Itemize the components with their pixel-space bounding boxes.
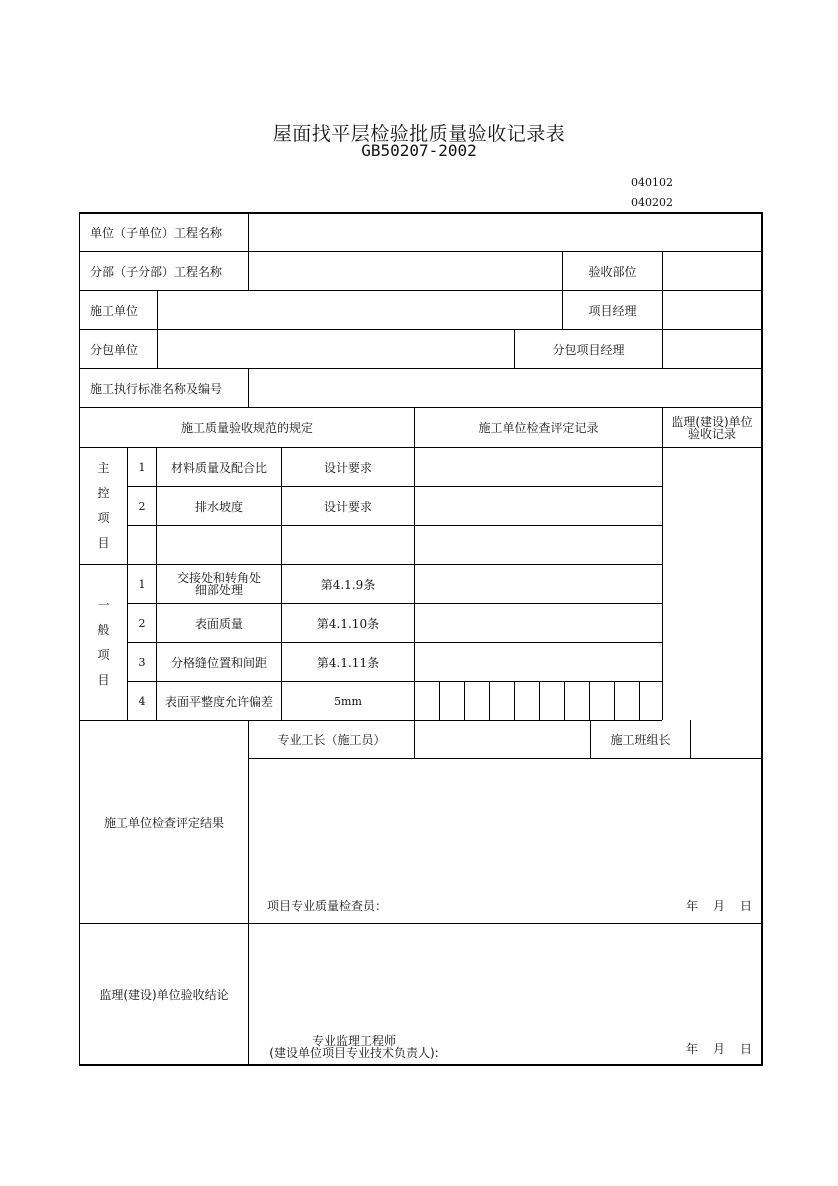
team-leader-label: 施工班组长: [610, 733, 671, 747]
supervision-header-line1: 监理(建设)单位: [671, 414, 753, 429]
item-name: 表面质量: [194, 616, 243, 631]
engineer-signature-label: [249, 1034, 459, 1060]
standard-code: GB50207-2002: [361, 141, 477, 160]
grid-line: [614, 681, 615, 720]
item-name: 排水坡度: [194, 499, 243, 514]
form-code-2: 040202: [631, 196, 673, 209]
form-title: 屋面找平层检验批质量验收记录表: [272, 123, 566, 145]
acceptance-part-label: 验收部位: [588, 264, 637, 279]
conclusion-date-month: 月: [713, 1041, 726, 1056]
group-char: 项: [97, 511, 110, 525]
general-group-label: [80, 565, 127, 720]
grid-line: [248, 720, 249, 1065]
grid-line: [489, 681, 490, 720]
main-control-group-label: [80, 448, 127, 564]
item-number: 1: [138, 577, 146, 591]
sub-project-label: 分部（子分部）工程名称: [90, 264, 223, 279]
group-char: 控: [97, 486, 110, 500]
item-name-line1: 交接处和转角处: [176, 571, 261, 585]
item-requirement: 第4.1.11条: [316, 655, 380, 670]
item-name: [157, 565, 281, 603]
item-record-field[interactable]: [415, 604, 662, 642]
engineer-line1: 专业监理工程师: [311, 1034, 396, 1048]
grid-line: [439, 681, 440, 720]
foreman-label: 专业工长（施工员）: [277, 733, 386, 747]
item-record-field[interactable]: [415, 487, 662, 525]
grid-line: [564, 681, 565, 720]
unit-project-field[interactable]: [249, 213, 761, 251]
project-manager-field[interactable]: [663, 291, 761, 329]
group-char: 一: [97, 597, 110, 612]
subcontract-unit-label: 分包单位: [90, 342, 139, 357]
item-number: 2: [138, 616, 146, 630]
grid-line: [639, 681, 640, 720]
item-number: 1: [138, 460, 146, 474]
item-record-field[interactable]: [415, 643, 662, 681]
subcontract-manager-label: 分包项目经理: [552, 342, 625, 357]
unit-project-label: 单位（子单位）工程名称: [90, 225, 223, 240]
item-record-field[interactable]: [415, 565, 662, 603]
foreman-field[interactable]: [415, 721, 590, 758]
item-name: 表面平整度允许偏差: [164, 694, 273, 709]
construction-unit-field[interactable]: [158, 291, 562, 329]
group-char: 主: [97, 461, 110, 475]
item-requirement: 第4.1.10条: [316, 616, 380, 631]
item-record-field[interactable]: [415, 448, 662, 486]
subcontract-manager-field[interactable]: [663, 330, 761, 368]
group-char: 项: [97, 647, 110, 662]
supervision-header: [663, 408, 761, 447]
item-number: 4: [138, 694, 146, 708]
item-requirement: 设计要求: [323, 499, 372, 514]
spec-header: 施工质量验收规范的规定: [180, 421, 313, 435]
standard-label: 施工执行标准名称及编号: [90, 381, 223, 396]
grid-line: [514, 681, 515, 720]
project-manager-label: 项目经理: [588, 303, 637, 318]
result-date-day: 日: [740, 898, 753, 913]
item-requirement: 设计要求: [323, 460, 372, 475]
acceptance-part-field[interactable]: [663, 252, 761, 290]
construction-unit-label: 施工单位: [90, 303, 139, 318]
engineer-line2: (建设单位项目专业技术负责人):: [269, 1046, 439, 1060]
table-border-bottom: [79, 1064, 763, 1066]
grid-line: [248, 758, 762, 759]
result-section-label: 施工单位检查评定结果: [103, 815, 224, 830]
standard-field[interactable]: [249, 369, 761, 407]
item-name-line2: 细部处理: [194, 583, 243, 597]
item-number: 2: [138, 499, 146, 513]
form-code-1: 040102: [631, 176, 673, 189]
item-record-field[interactable]: [415, 526, 662, 564]
subcontract-unit-field[interactable]: [158, 330, 514, 368]
group-char: 目: [97, 536, 110, 550]
table-border-right: [761, 212, 763, 1066]
item-name: 分格缝位置和间距: [170, 655, 267, 670]
conclusion-date-day: 日: [740, 1041, 753, 1056]
grid-line: [539, 681, 540, 720]
team-leader-field[interactable]: [691, 721, 761, 758]
result-date-year: 年: [686, 898, 699, 913]
inspector-label: 项目专业质量检查员：: [267, 898, 388, 913]
supervision-record-field[interactable]: [663, 448, 761, 720]
item-number: 3: [138, 655, 146, 669]
conclusion-section-label: 监理(建设)单位验收结论: [99, 987, 229, 1002]
conclusion-date-year: 年: [686, 1041, 699, 1056]
group-char: 目: [97, 672, 110, 687]
sub-project-field[interactable]: [249, 252, 562, 290]
grid-line: [464, 681, 465, 720]
item-name: 材料质量及配合比: [170, 460, 267, 475]
group-char: 般: [97, 622, 110, 637]
result-date-month: 月: [713, 898, 726, 913]
item-requirement: 5mm: [334, 694, 362, 708]
item-requirement: 第4.1.9条: [320, 577, 376, 592]
grid-line: [589, 681, 590, 720]
supervision-header-line2: 验收记录: [687, 426, 736, 441]
record-header: 施工单位检查评定记录: [478, 421, 599, 435]
